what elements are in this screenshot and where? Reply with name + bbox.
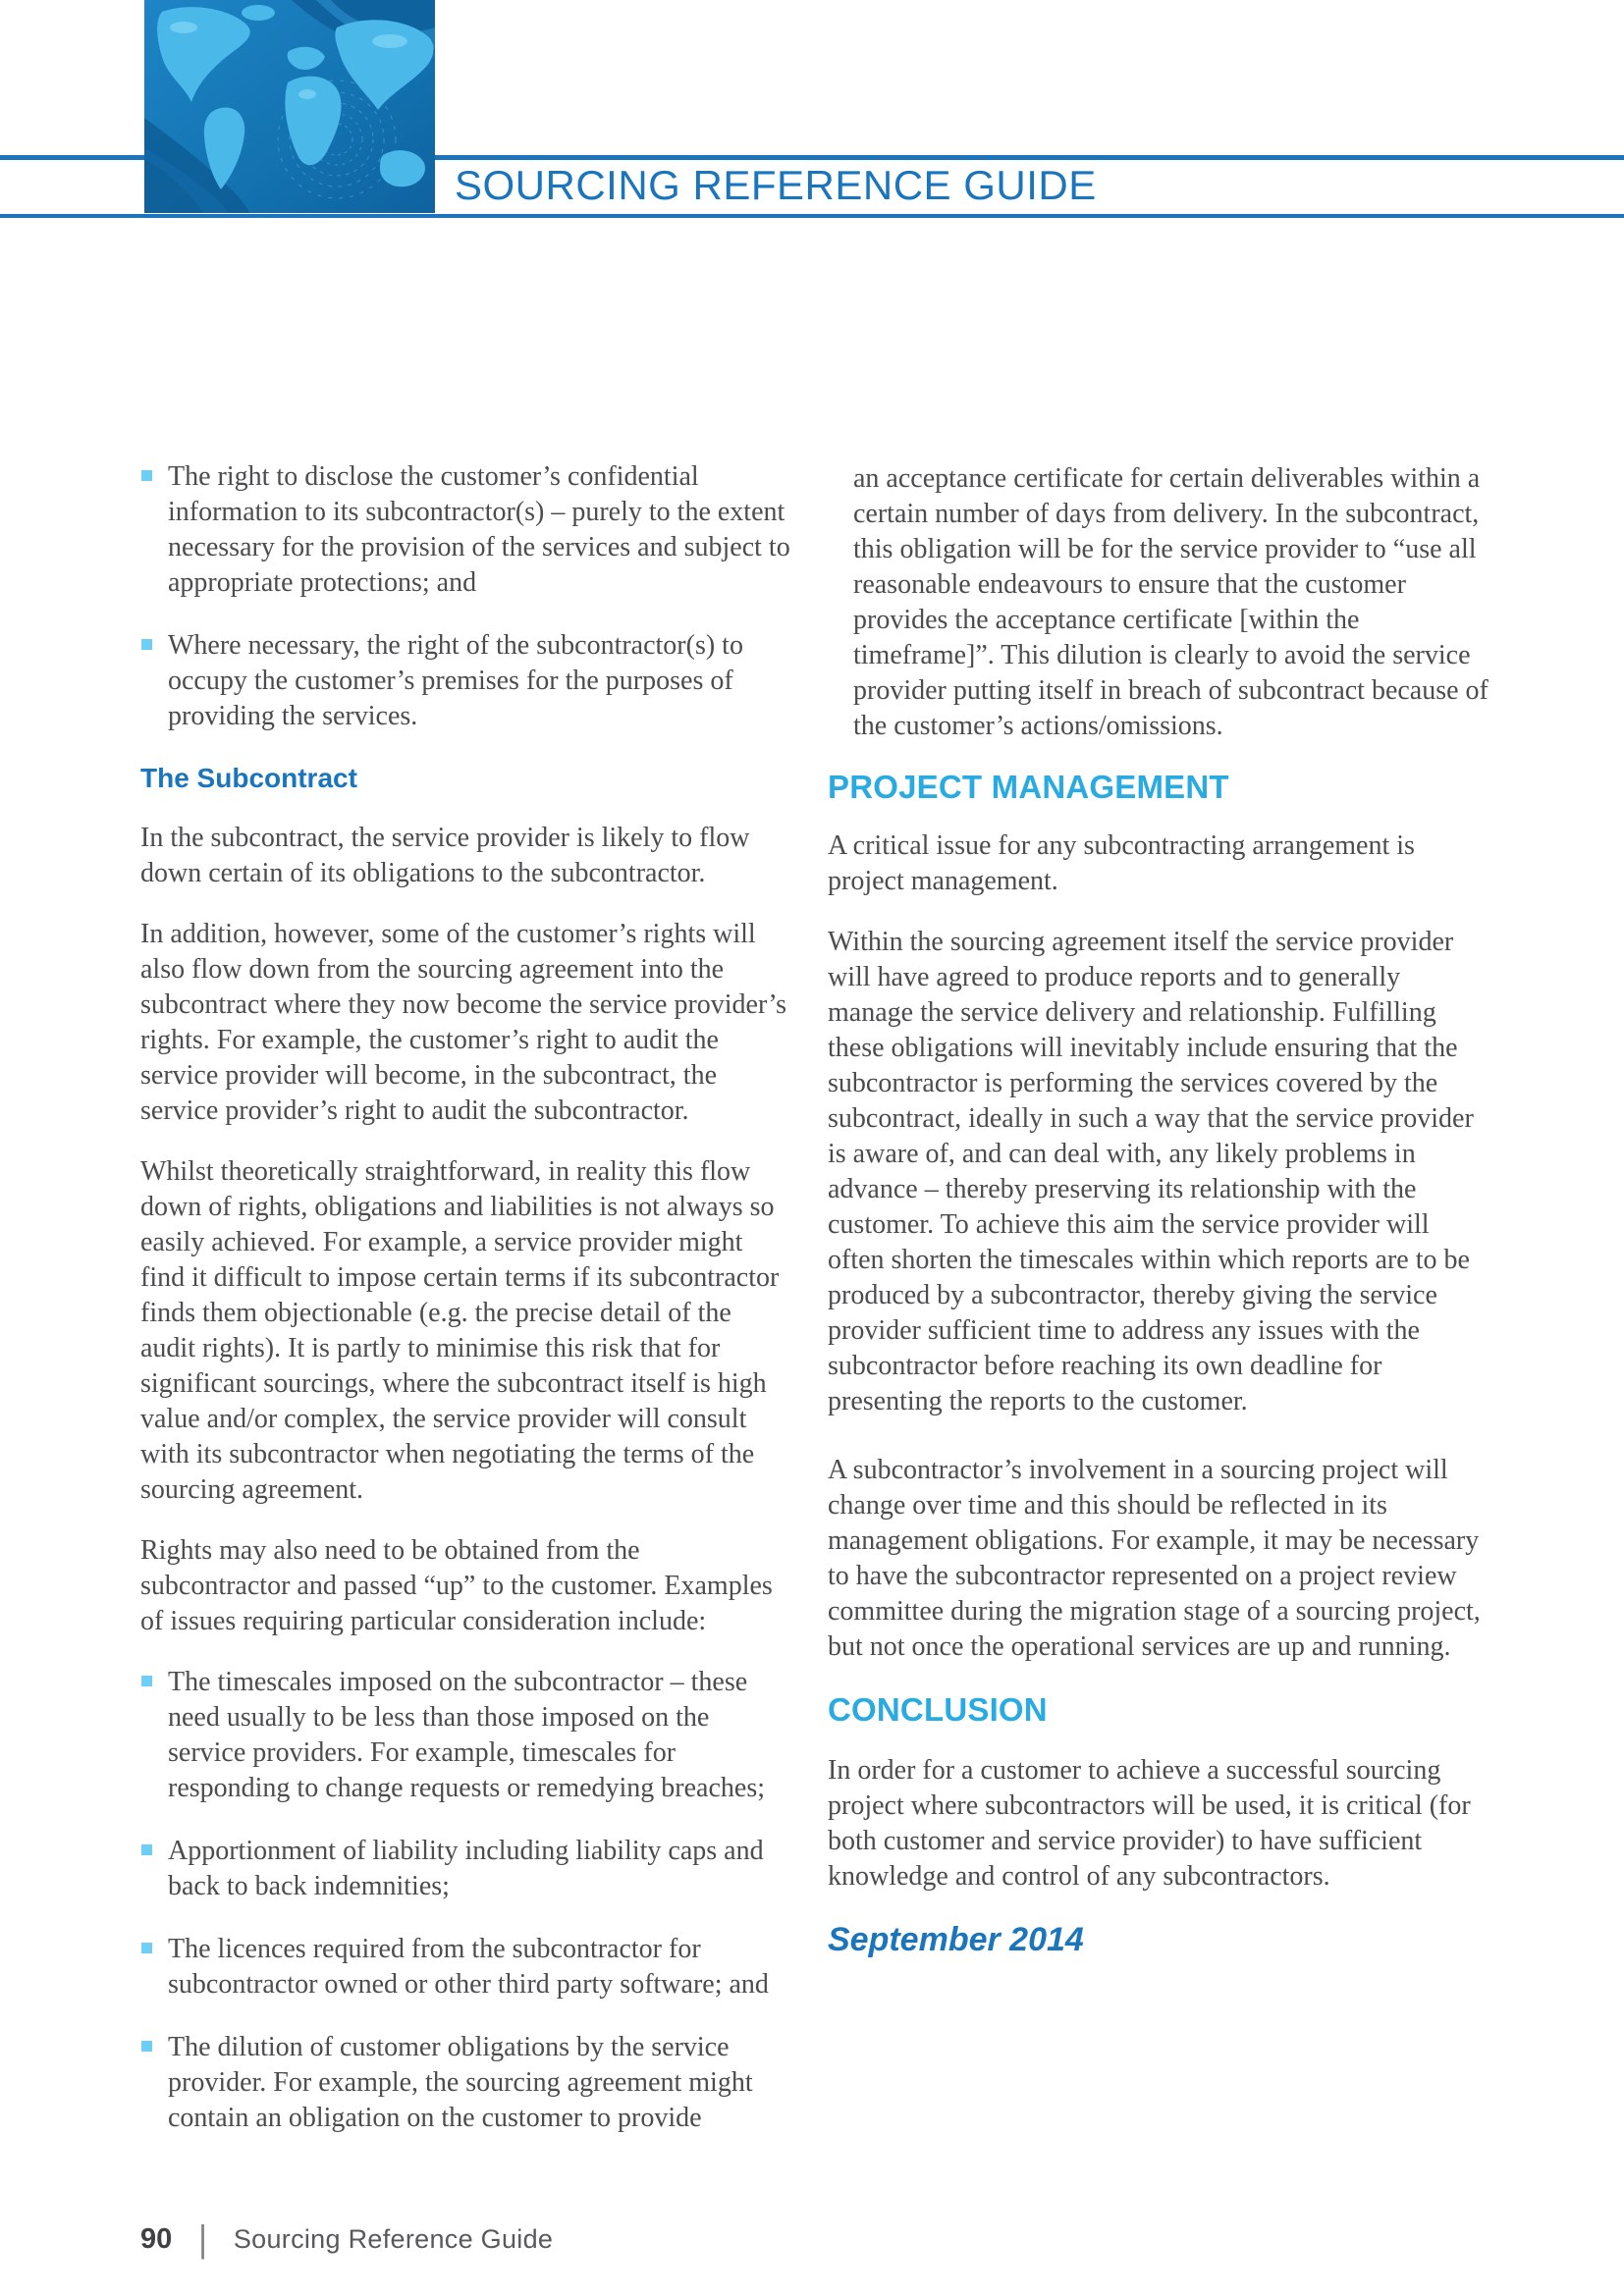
paragraph: In addition, however, some of the customer’s rights will also flow down from the sourcing agreement into the subcontract where they now become the service provider’s rights. For example, the customer’s right to audit the service provider will become, in the subcontract, the service provider’s right to audit the subcontractor. — [140, 919, 787, 1126]
bullet-square-icon — [141, 470, 152, 481]
page-number: 90 — [140, 2222, 173, 2255]
footer — [140, 2217, 554, 2260]
bullet-item — [140, 2030, 790, 2136]
bullet-text: The licences required from the subcontractor for subcontractor owned or other third party software; and — [168, 1934, 769, 2000]
bullet-item — [140, 1834, 790, 1904]
left-column — [140, 459, 790, 2163]
footer-divider: | — [198, 2217, 207, 2260]
bullet-item — [140, 628, 790, 734]
bullet-square-icon — [141, 2041, 152, 2052]
section-heading-project-management: PROJECT MANAGEMENT — [828, 769, 1229, 805]
page-title: SOURCING REFERENCE GUIDE — [455, 162, 1097, 208]
bullet-square-icon — [141, 1844, 152, 1855]
bullet-item — [140, 1665, 790, 1806]
paragraph: Within the sourcing agreement itself the service provider will have agreed to produce reports and to generally manage the service delivery and relationship. Fulfilling these obligations will inevitably include ensuring that the subcontractor is performing the services covered by the subcontract, ideally in such a way that the service provider is aware of, and can deal with, any likely problems in advance – thereby preserving its relationship with the customer. To achieve this aim the service provider will often shorten the timescales within which reports are to be produced by a subcontractor, thereby giving the service provider sufficient time to address any issues with the subcontractor before reaching its own deadline for presenting the reports to the customer. — [828, 927, 1474, 1416]
bullet-square-icon — [141, 639, 152, 650]
subheading-the-subcontract: The Subcontract — [140, 763, 357, 793]
world-map-image — [144, 0, 435, 213]
paragraph: A critical issue for any subcontracting arrangement is project management. — [828, 830, 1415, 896]
bullet-text: Apportionment of liability including liability caps and back to back indemnities; — [168, 1836, 764, 1901]
footer-title: Sourcing Reference Guide — [233, 2223, 554, 2254]
continuation-paragraph: an acceptance certificate for certain deliverables within a certain number of days from delivery. In the subcontract, this obligation will be for the service provider to “use all reasonable endeavours to ensure that the customer provides the acceptance certificate [within the timeframe]”. This dilution is clearly to avoid the service provider putting itself in breach of subcontract because of the customer’s actions/omissions. — [853, 463, 1489, 741]
bullet-text: The right to disclose the customer’s confidential information to its subcontractor(s) – purely to the extent necessary for the provision of the services and subject to appropriate protections; and — [168, 461, 790, 598]
date-stamp: September 2014 — [828, 1921, 1084, 1958]
paragraph: In the subcontract, the service provider is likely to flow down certain of its obligations to the subcontractor. — [140, 823, 750, 888]
paragraph: In order for a customer to achieve a successful sourcing project where subcontractors will be used, it is critical (for both customer and service provider) to have sufficient knowledge and control of any subcontractors. — [828, 1755, 1471, 1892]
bullet-text: The timescales imposed on the subcontractor – these need usually to be less than those imposed on the service providers. For example, timescales for responding to change requests or remedying breaches; — [168, 1667, 766, 1803]
right-column — [828, 461, 1492, 1959]
section-heading-conclusion: CONCLUSION — [828, 1691, 1048, 1728]
paragraph: Rights may also need to be obtained from the subcontractor and passed “up” to the customer. Examples of issues requiring particular consideration include: — [140, 1535, 773, 1636]
bullet-text: The dilution of customer obligations by the service provider. For example, the sourcing agreement might contain an obligation on the customer to provide — [168, 2032, 753, 2133]
bullet-square-icon — [141, 1943, 152, 1953]
bullet-square-icon — [141, 1676, 152, 1686]
header-rule-bottom — [0, 214, 1624, 218]
bullet-item — [140, 1932, 790, 2002]
bullet-text: Where necessary, the right of the subcontractor(s) to occupy the customer’s premises for the purposes of providing the services. — [168, 630, 743, 731]
bullet-item — [140, 459, 790, 601]
paragraph: Whilst theoretically straightforward, in reality this flow down of rights, obligations and liabilities is not always so easily achieved. For example, a service provider might find it difficult to impose certain terms if its subcontractor finds them objectionable (e.g. the precise detail of the audit rights). It is partly to minimise this risk that for significant sourcings, where the subcontract itself is high value and/or complex, the service provider will consult with its subcontractor when negotiating the terms of the sourcing agreement. — [140, 1156, 780, 1505]
paragraph: A subcontractor’s involvement in a sourcing project will change over time and this should be reflected in its management obligations. For example, it may be necessary to have the subcontractor represented on a project review committee during the migration stage of a sourcing project, but not once the operational services are up and running. — [828, 1455, 1481, 1662]
